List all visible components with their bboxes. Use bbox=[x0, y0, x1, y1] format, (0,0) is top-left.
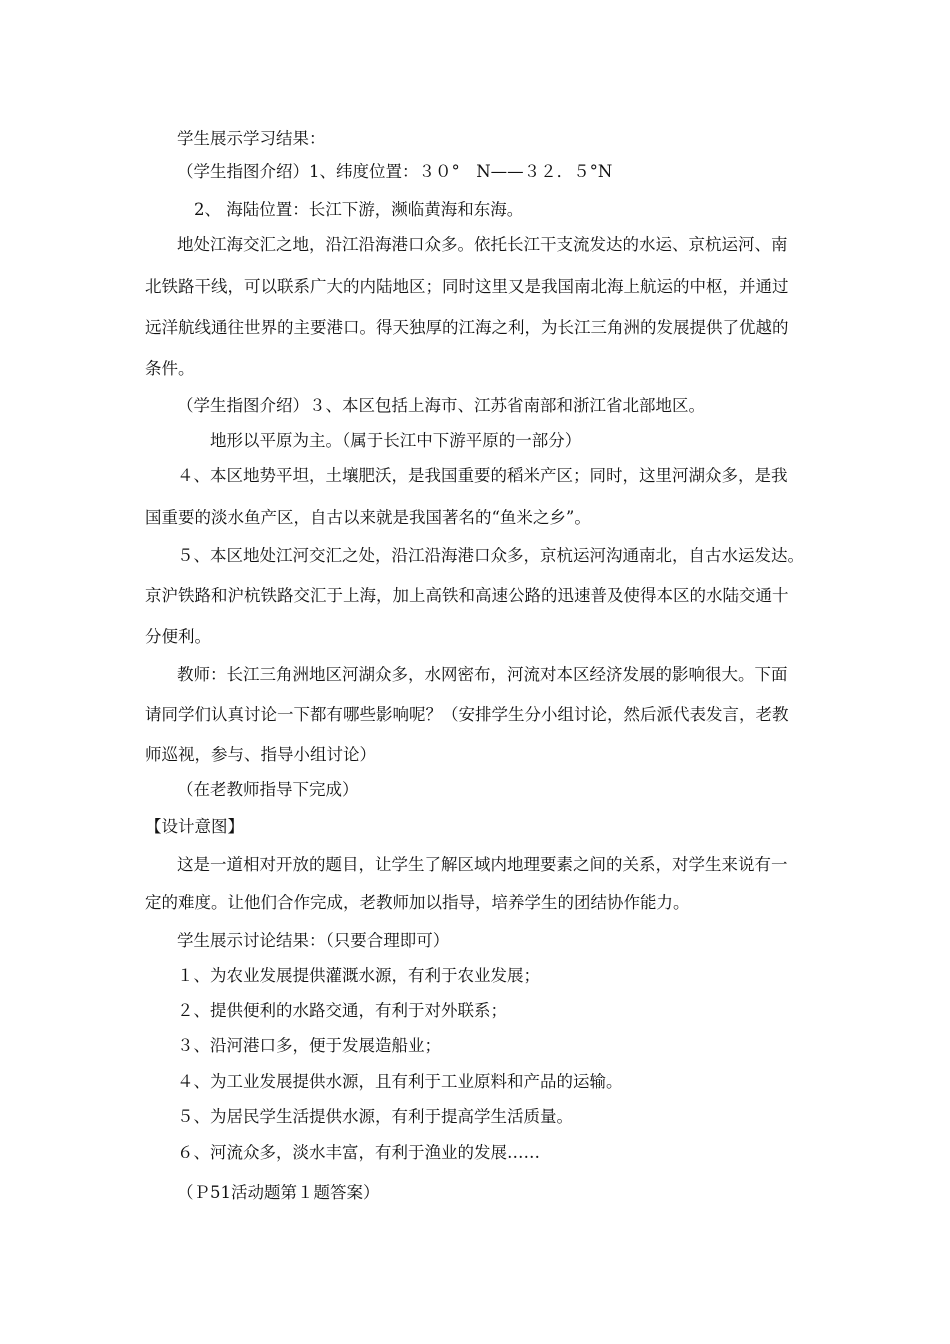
text-line: 地处江海交汇之地，沿江沿海港口众多。依托长江干支流发达的水运、京杭运河、南 bbox=[177, 235, 788, 254]
section-heading: 【设计意图】 bbox=[145, 817, 244, 836]
text-line: 国重要的淡水鱼产区，自古以来就是我国著名的“鱼米之乡”。 bbox=[145, 508, 591, 527]
list-item: １、为农业发展提供灌溉水源，有利于农业发展； bbox=[177, 966, 540, 985]
text-line: 地形以平原为主。（属于长江中下游平原的一部分） bbox=[210, 431, 582, 450]
list-item: ２、提供便利的水路交通，有利于对外联系； bbox=[177, 1001, 507, 1020]
list-item: ３、沿河港口多，便于发展造船业； bbox=[177, 1036, 441, 1055]
text-line: （学生指图介绍）1、纬度位置：３０° N——３２．５°N bbox=[177, 162, 613, 181]
text-line: 教师：长江三角洲地区河湖众多，水网密布，河流对本区经济发展的影响很大。下面 bbox=[177, 665, 788, 684]
text-line: 学生展示学习结果： bbox=[177, 129, 326, 148]
text-line: 条件。 bbox=[145, 359, 195, 378]
text-line: 北铁路干线，可以联系广大的内陆地区；同时这里又是我国南北海上航运的中枢，并通过 bbox=[145, 277, 789, 296]
text-line: 师巡视，参与、指导小组讨论） bbox=[145, 745, 376, 764]
text-line: 分便利。 bbox=[145, 627, 211, 646]
text-line: 远洋航线通往世界的主要港口。得天独厚的江海之利，为长江三角洲的发展提供了优越的 bbox=[145, 318, 789, 337]
text-line: 京沪铁路和沪杭铁路交汇于上海，加上高铁和高速公路的迅速普及使得本区的水陆交通十 bbox=[145, 586, 789, 605]
text-line: （Ｐ51活动题第１题答案） bbox=[177, 1183, 380, 1202]
text-line: （学生指图介绍）３、本区包括上海市、江苏省南部和浙江省北部地区。 bbox=[177, 396, 705, 415]
list-item: ６、河流众多，淡水丰富，有利于渔业的发展…… bbox=[177, 1143, 540, 1162]
text-line: 学生展示讨论结果：（只要合理即可） bbox=[177, 931, 450, 950]
text-line: 这是一道相对开放的题目，让学生了解区域内地理要素之间的关系，对学生来说有一 bbox=[177, 855, 788, 874]
text-line: 请同学们认真讨论一下都有哪些影响呢？（安排学生分小组讨论，然后派代表发言，老教 bbox=[145, 705, 789, 724]
text-line: （在老教师指导下完成） bbox=[177, 780, 359, 799]
text-line: 2、 海陆位置：长江下游，濒临黄海和东海。 bbox=[194, 200, 524, 219]
list-item: ５、为居民学生活提供水源，有利于提高学生活质量。 bbox=[177, 1107, 573, 1126]
text-line: 定的难度。让他们合作完成，老教师加以指导，培养学生的团结协作能力。 bbox=[145, 893, 690, 912]
text-line: ５、本区地处江河交汇之处，沿江沿海港口众多，京杭运河沟通南北，自古水运发达。 bbox=[177, 546, 804, 565]
list-item: ４、为工业发展提供水源，且有利于工业原料和产品的运输。 bbox=[177, 1072, 623, 1091]
text-line: ４、本区地势平坦，土壤肥沃，是我国重要的稻米产区；同时，这里河湖众多，是我 bbox=[177, 466, 788, 485]
